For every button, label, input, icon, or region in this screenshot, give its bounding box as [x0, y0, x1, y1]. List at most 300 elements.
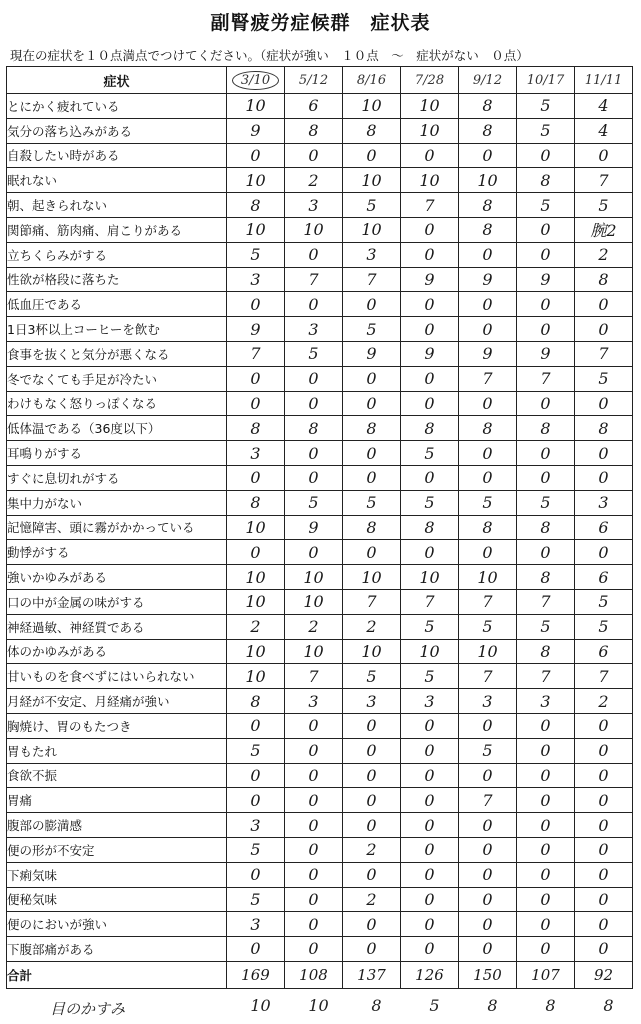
score-cell: 0 [227, 143, 285, 168]
score-cell: 0 [575, 837, 633, 862]
extra-score: 5 [429, 996, 440, 1015]
symptom-label: 動悸がする [7, 540, 227, 565]
score-cell: 0 [517, 143, 575, 168]
score-cell: 0 [517, 887, 575, 912]
score-cell: 0 [401, 837, 459, 862]
score-cell: 0 [227, 465, 285, 490]
score-cell: 5 [517, 118, 575, 143]
table-row [7, 664, 633, 689]
table-row [7, 317, 633, 342]
table-row [7, 788, 633, 813]
score-cell: 0 [401, 540, 459, 565]
score-cell: 8 [401, 515, 459, 540]
score-cell: 0 [575, 912, 633, 937]
score-cell: 0 [459, 862, 517, 887]
score-cell: 3 [227, 267, 285, 292]
score-cell: 10 [227, 565, 285, 590]
score-cell: 0 [285, 465, 343, 490]
score-cell: 0 [459, 242, 517, 267]
score-cell: 0 [343, 540, 401, 565]
score-cell: 5 [227, 887, 285, 912]
score-cell: 10 [343, 94, 401, 119]
score-cell: 0 [401, 292, 459, 317]
score-cell: 0 [401, 366, 459, 391]
score-cell: 8 [517, 416, 575, 441]
total-score: 169 [227, 961, 285, 988]
score-cell: 9 [227, 118, 285, 143]
table-row [7, 366, 633, 391]
score-cell: 0 [517, 937, 575, 962]
score-cell: 0 [401, 937, 459, 962]
score-cell: 8 [285, 118, 343, 143]
score-cell: 0 [459, 912, 517, 937]
score-cell: 10 [401, 565, 459, 590]
score-cell: 0 [517, 242, 575, 267]
symptom-label: 低血圧である [7, 292, 227, 317]
score-cell: 0 [343, 441, 401, 466]
extra-score: 8 [545, 996, 556, 1015]
score-cell: 0 [343, 813, 401, 838]
table-row [7, 118, 633, 143]
score-cell: 3 [343, 242, 401, 267]
total-row [7, 961, 633, 988]
symptom-label: 便秘気味 [7, 887, 227, 912]
score-cell: 0 [285, 738, 343, 763]
score-cell: 3 [285, 317, 343, 342]
score-cell: 10 [227, 168, 285, 193]
symptom-label: 自殺したい時がある [7, 143, 227, 168]
score-cell: 6 [285, 94, 343, 119]
table-row [7, 713, 633, 738]
symptom-label: すぐに息切れがする [7, 465, 227, 490]
score-cell: 7 [401, 589, 459, 614]
score-cell: 7 [285, 664, 343, 689]
score-cell: 0 [575, 292, 633, 317]
score-cell: 7 [517, 664, 575, 689]
score-cell: 5 [227, 738, 285, 763]
score-cell: 10 [227, 664, 285, 689]
score-cell: 7 [401, 193, 459, 218]
score-cell: 6 [575, 565, 633, 590]
score-cell: 0 [343, 713, 401, 738]
score-cell: 0 [575, 887, 633, 912]
score-cell: 5 [517, 614, 575, 639]
score-cell: 0 [401, 713, 459, 738]
score-cell: 0 [575, 862, 633, 887]
score-cell: 6 [575, 639, 633, 664]
score-cell: 0 [575, 937, 633, 962]
score-cell: 2 [285, 614, 343, 639]
score-cell: 0 [575, 540, 633, 565]
score-cell: 0 [459, 391, 517, 416]
score-cell: 2 [343, 837, 401, 862]
score-cell: 0 [575, 441, 633, 466]
score-cell: 8 [343, 515, 401, 540]
score-cell: 3 [401, 689, 459, 714]
score-cell: 0 [227, 366, 285, 391]
table-row [7, 465, 633, 490]
score-cell: 0 [517, 217, 575, 242]
score-cell: 0 [517, 292, 575, 317]
symptom-label: 1日3杯以上コーヒーを飲む [7, 317, 227, 342]
score-cell: 5 [517, 94, 575, 119]
score-cell: 5 [575, 366, 633, 391]
score-cell: 0 [285, 813, 343, 838]
table-row [7, 738, 633, 763]
score-cell: 0 [517, 465, 575, 490]
score-cell: 0 [517, 837, 575, 862]
score-cell: 10 [227, 515, 285, 540]
date-column-header: 11/11 [575, 67, 633, 94]
score-cell: 10 [343, 168, 401, 193]
score-cell: 0 [343, 912, 401, 937]
score-cell: 0 [517, 912, 575, 937]
score-cell: 0 [401, 143, 459, 168]
table-row [7, 540, 633, 565]
score-cell: 10 [227, 589, 285, 614]
score-cell: 10 [285, 565, 343, 590]
score-cell: 7 [517, 366, 575, 391]
symptom-column-header: 症状 [7, 67, 227, 94]
score-cell: 0 [285, 788, 343, 813]
table-row [7, 689, 633, 714]
score-cell: 7 [459, 664, 517, 689]
score-cell: 2 [575, 242, 633, 267]
extra-score: 10 [308, 996, 329, 1015]
score-cell: 10 [227, 94, 285, 119]
symptom-label: 下痢気味 [7, 862, 227, 887]
score-cell: 4 [575, 118, 633, 143]
score-cell: 7 [575, 664, 633, 689]
score-cell: 0 [401, 813, 459, 838]
score-cell: 0 [517, 788, 575, 813]
symptom-label: 集中力がない [7, 490, 227, 515]
score-cell: 0 [575, 738, 633, 763]
score-cell: 0 [227, 937, 285, 962]
score-cell: 0 [285, 862, 343, 887]
score-cell: 8 [227, 490, 285, 515]
score-cell: 0 [343, 143, 401, 168]
score-cell: 5 [401, 490, 459, 515]
score-cell: 10 [343, 217, 401, 242]
symptom-label: 下腹部痛がある [7, 937, 227, 962]
score-cell: 7 [285, 267, 343, 292]
date-column-header: 8/16 [343, 67, 401, 94]
score-cell: 0 [459, 465, 517, 490]
score-cell: 2 [575, 689, 633, 714]
symptom-label: 低体温である（36度以下） [7, 416, 227, 441]
score-cell: 9 [401, 341, 459, 366]
score-cell: 5 [459, 490, 517, 515]
score-cell: 0 [459, 317, 517, 342]
score-cell: 5 [575, 193, 633, 218]
score-cell: 0 [575, 713, 633, 738]
score-cell: 8 [459, 193, 517, 218]
score-cell: 5 [459, 738, 517, 763]
score-cell: 0 [227, 788, 285, 813]
score-cell: 0 [285, 143, 343, 168]
table-row [7, 515, 633, 540]
symptom-label: 立ちくらみがする [7, 242, 227, 267]
symptom-label: 腹部の膨満感 [7, 813, 227, 838]
score-cell: 8 [227, 193, 285, 218]
symptom-label: 月経が不安定、月経痛が強い [7, 689, 227, 714]
score-cell: 8 [459, 94, 517, 119]
score-cell: 3 [227, 912, 285, 937]
score-cell: 3 [285, 689, 343, 714]
table-row [7, 341, 633, 366]
table-row [7, 441, 633, 466]
symptom-label: 体のかゆみがある [7, 639, 227, 664]
score-cell: 0 [285, 937, 343, 962]
score-cell: 0 [285, 912, 343, 937]
total-score: 126 [401, 961, 459, 988]
date-column-header: 7/28 [401, 67, 459, 94]
score-cell: 7 [575, 168, 633, 193]
score-cell: 5 [401, 441, 459, 466]
score-cell: 9 [459, 267, 517, 292]
symptom-label: 記憶障害、頭に霧がかかっている [7, 515, 227, 540]
date-column-header: 3/10 [227, 67, 285, 94]
score-cell: 0 [285, 242, 343, 267]
score-cell: 10 [401, 94, 459, 119]
table-header-row [7, 67, 633, 94]
score-cell: 9 [517, 341, 575, 366]
total-score: 107 [517, 961, 575, 988]
score-cell: 8 [227, 416, 285, 441]
score-cell: 腕2 [575, 217, 633, 242]
table-row [7, 143, 633, 168]
score-cell: 0 [343, 391, 401, 416]
score-cell: 3 [227, 813, 285, 838]
instructions: 現在の症状を１０点満点でつけてください。（症状が強い １０点 ～ 症状がない ０点） [10, 48, 529, 63]
score-cell: 0 [517, 763, 575, 788]
page-title: 副腎疲労症候群 症状表 [210, 12, 431, 34]
score-cell: 0 [459, 763, 517, 788]
score-cell: 5 [401, 614, 459, 639]
score-cell: 5 [401, 664, 459, 689]
table-row [7, 391, 633, 416]
table-row [7, 614, 633, 639]
symptom-label: 便のにおいが強い [7, 912, 227, 937]
score-cell: 0 [227, 391, 285, 416]
table-row [7, 490, 633, 515]
score-cell: 0 [343, 738, 401, 763]
score-cell: 7 [459, 589, 517, 614]
score-cell: 0 [227, 763, 285, 788]
symptom-label: 口の中が金属の味がする [7, 589, 227, 614]
score-cell: 10 [285, 217, 343, 242]
score-cell: 8 [517, 639, 575, 664]
score-cell: 5 [575, 614, 633, 639]
symptom-label: 胃痛 [7, 788, 227, 813]
score-cell: 0 [575, 143, 633, 168]
score-cell: 9 [343, 341, 401, 366]
score-cell: 0 [285, 292, 343, 317]
table-row [7, 94, 633, 119]
score-cell: 8 [459, 118, 517, 143]
score-cell: 8 [343, 416, 401, 441]
score-cell: 0 [517, 738, 575, 763]
score-cell: 0 [343, 366, 401, 391]
score-cell: 10 [285, 639, 343, 664]
score-cell: 0 [343, 465, 401, 490]
score-cell: 0 [343, 763, 401, 788]
score-cell: 0 [575, 763, 633, 788]
table-row [7, 763, 633, 788]
score-cell: 0 [517, 540, 575, 565]
score-cell: 0 [401, 788, 459, 813]
score-cell: 8 [227, 689, 285, 714]
score-cell: 0 [575, 465, 633, 490]
table-row [7, 193, 633, 218]
extra-score: 8 [487, 996, 498, 1015]
score-cell: 0 [575, 317, 633, 342]
score-cell: 0 [401, 242, 459, 267]
symptom-label: 関節痛、筋肉痛、肩こりがある [7, 217, 227, 242]
score-cell: 8 [343, 118, 401, 143]
score-cell: 0 [401, 465, 459, 490]
symptom-label: 食欲不振 [7, 763, 227, 788]
score-cell: 0 [517, 317, 575, 342]
symptom-label: 甘いものを食べずにはいられない [7, 664, 227, 689]
symptom-label: 性欲が格段に落ちた [7, 267, 227, 292]
symptom-rows [7, 94, 633, 962]
score-cell: 0 [401, 862, 459, 887]
symptom-label: わけもなく怒りっぽくなる [7, 391, 227, 416]
extra-score: 10 [250, 996, 271, 1015]
score-cell: 7 [459, 366, 517, 391]
score-cell: 8 [401, 416, 459, 441]
score-cell: 0 [459, 837, 517, 862]
total-label: 合計 [7, 961, 227, 988]
score-cell: 0 [401, 217, 459, 242]
symptom-label: 胸焼け、胃のもたつき [7, 713, 227, 738]
score-cell: 0 [285, 366, 343, 391]
score-cell: 3 [517, 689, 575, 714]
score-cell: 9 [227, 317, 285, 342]
score-cell: 0 [227, 862, 285, 887]
score-cell: 5 [575, 589, 633, 614]
score-cell: 6 [575, 515, 633, 540]
score-cell: 0 [459, 540, 517, 565]
score-cell: 5 [227, 837, 285, 862]
score-cell: 9 [285, 515, 343, 540]
total-score: 137 [343, 961, 401, 988]
score-cell: 5 [343, 490, 401, 515]
score-cell: 7 [227, 341, 285, 366]
symptom-label: 強いかゆみがある [7, 565, 227, 590]
score-cell: 8 [517, 515, 575, 540]
score-cell: 5 [459, 614, 517, 639]
score-cell: 0 [401, 887, 459, 912]
score-cell: 3 [459, 689, 517, 714]
score-cell: 2 [343, 614, 401, 639]
score-cell: 0 [227, 292, 285, 317]
table-row [7, 589, 633, 614]
score-cell: 5 [285, 490, 343, 515]
table-row [7, 912, 633, 937]
score-cell: 3 [227, 441, 285, 466]
table-row [7, 887, 633, 912]
score-cell: 5 [227, 242, 285, 267]
score-cell: 3 [285, 193, 343, 218]
symptom-label: 気分の落ち込みがある [7, 118, 227, 143]
score-cell: 0 [401, 738, 459, 763]
score-cell: 0 [517, 713, 575, 738]
score-cell: 3 [343, 689, 401, 714]
score-cell: 10 [459, 639, 517, 664]
table-row [7, 813, 633, 838]
score-cell: 0 [285, 713, 343, 738]
score-cell: 0 [459, 292, 517, 317]
score-cell: 5 [517, 490, 575, 515]
extra-score: 8 [603, 996, 614, 1015]
score-cell: 0 [575, 391, 633, 416]
date-column-header: 5/12 [285, 67, 343, 94]
score-cell: 0 [459, 813, 517, 838]
score-cell: 10 [227, 217, 285, 242]
table-row [7, 565, 633, 590]
score-cell: 0 [343, 937, 401, 962]
table-row [7, 292, 633, 317]
score-cell: 10 [227, 639, 285, 664]
score-cell: 10 [401, 168, 459, 193]
total-score: 108 [285, 961, 343, 988]
score-cell: 9 [401, 267, 459, 292]
score-cell: 7 [517, 589, 575, 614]
score-cell: 0 [343, 862, 401, 887]
extra-symptom-label: 目のかすみ [50, 1000, 126, 1018]
score-cell: 0 [459, 887, 517, 912]
total-score: 150 [459, 961, 517, 988]
table-row [7, 639, 633, 664]
score-cell: 10 [401, 118, 459, 143]
score-cell: 7 [459, 788, 517, 813]
score-cell: 9 [517, 267, 575, 292]
score-cell: 10 [343, 565, 401, 590]
score-cell: 8 [459, 416, 517, 441]
score-cell: 10 [401, 639, 459, 664]
score-cell: 0 [401, 391, 459, 416]
score-cell: 8 [285, 416, 343, 441]
symptom-label: 神経過敏、神経質である [7, 614, 227, 639]
table-row [7, 862, 633, 887]
score-cell: 0 [343, 292, 401, 317]
score-cell: 5 [343, 317, 401, 342]
extra-score: 8 [371, 996, 382, 1015]
table-row [7, 267, 633, 292]
score-cell: 3 [575, 490, 633, 515]
table-row [7, 837, 633, 862]
score-cell: 10 [285, 589, 343, 614]
symptom-label: 胃もたれ [7, 738, 227, 763]
date-column-header: 10/17 [517, 67, 575, 94]
score-cell: 10 [459, 168, 517, 193]
score-cell: 10 [343, 639, 401, 664]
score-cell: 8 [517, 168, 575, 193]
score-cell: 5 [343, 664, 401, 689]
symptom-label: 眠れない [7, 168, 227, 193]
score-cell: 0 [227, 713, 285, 738]
score-cell: 7 [343, 589, 401, 614]
score-cell: 0 [575, 813, 633, 838]
score-cell: 0 [459, 937, 517, 962]
score-cell: 4 [575, 94, 633, 119]
score-cell: 7 [575, 341, 633, 366]
score-cell: 0 [285, 391, 343, 416]
score-cell: 0 [401, 763, 459, 788]
